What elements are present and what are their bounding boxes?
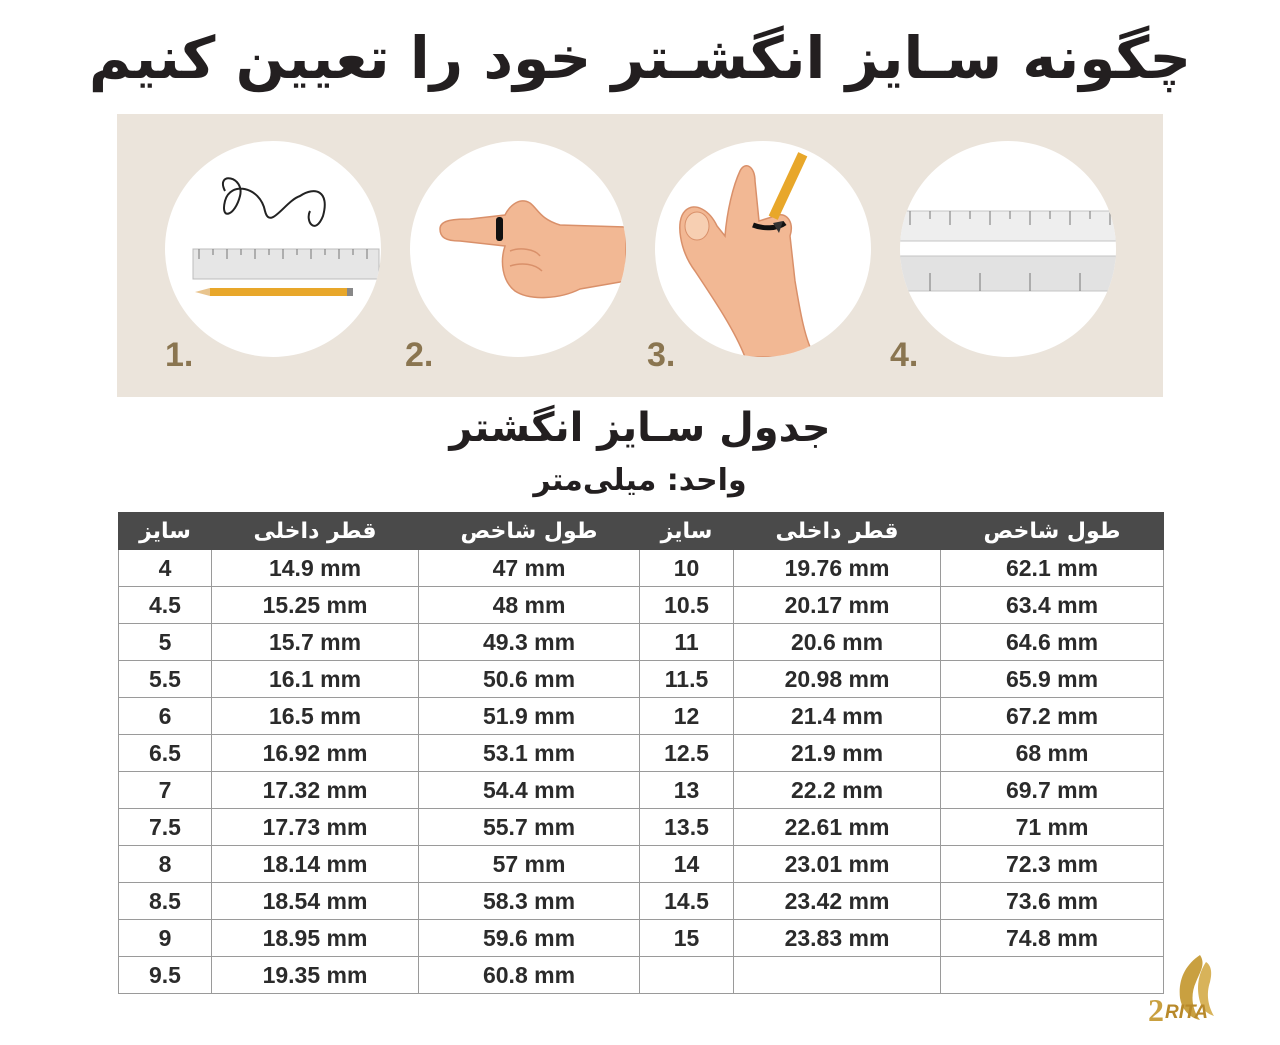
step-2-number: 2.: [405, 336, 434, 374]
cell-size-1: 5: [119, 624, 212, 661]
logo-brand-text: RITA: [1165, 1002, 1208, 1023]
cell-inner-diameter-2: 21.9 mm: [734, 735, 941, 772]
cell-size-2: 10: [640, 550, 734, 587]
table-row: [119, 550, 1164, 587]
cell-inner-diameter-1: 16.92 mm: [212, 735, 419, 772]
cell-size-2: 10.5: [640, 587, 734, 624]
cell-inner-diameter-1: 15.25 mm: [212, 587, 419, 624]
step-4-circle: [900, 141, 1116, 357]
finger-with-thread-icon: [410, 141, 626, 357]
header-size-1: سایز: [119, 513, 212, 550]
unit-label: واحد: میلی‌متر: [533, 463, 747, 498]
cell-inner-diameter-1: 17.73 mm: [212, 809, 419, 846]
table-row: [119, 957, 1164, 994]
cell-inner-diameter-2: 22.2 mm: [734, 772, 941, 809]
step-1-circle: [165, 141, 381, 357]
header-inner-diameter-2: قطر داخلی: [734, 513, 941, 550]
cell-inner-diameter-1: 16.5 mm: [212, 698, 419, 735]
ring-size-table: [118, 512, 1164, 994]
cell-size-1: 7: [119, 772, 212, 809]
cell-size-2: 14.5: [640, 883, 734, 920]
table-row: [119, 587, 1164, 624]
cell-size-2: 11: [640, 624, 734, 661]
cell-inner-diameter-2: 23.42 mm: [734, 883, 941, 920]
cell-inner-diameter-1: 15.7 mm: [212, 624, 419, 661]
cell-size-1: 9: [119, 920, 212, 957]
steps-panel: [117, 114, 1163, 397]
step-3-circle: [655, 141, 871, 357]
table-row: [119, 809, 1164, 846]
cell-circumference-1: 49.3 mm: [419, 624, 640, 661]
chart-subtitle: جدول سـایز انگشتر: [449, 405, 831, 451]
step-2-circle: [410, 141, 626, 357]
table-row: [119, 735, 1164, 772]
cell-circumference-2: 62.1 mm: [941, 550, 1164, 587]
cell-circumference-1: 51.9 mm: [419, 698, 640, 735]
cell-circumference-2: 69.7 mm: [941, 772, 1164, 809]
cell-circumference-2: 65.9 mm: [941, 661, 1164, 698]
measure-on-ruler-icon: [900, 141, 1116, 357]
cell-inner-diameter-1: 14.9 mm: [212, 550, 419, 587]
cell-inner-diameter-1: 18.54 mm: [212, 883, 419, 920]
cell-size-2: 12: [640, 698, 734, 735]
cell-inner-diameter-2: 20.17 mm: [734, 587, 941, 624]
cell-inner-diameter-1: 16.1 mm: [212, 661, 419, 698]
cell-size-1: 7.5: [119, 809, 212, 846]
cell-inner-diameter-2: 22.61 mm: [734, 809, 941, 846]
cell-inner-diameter-2: 19.76 mm: [734, 550, 941, 587]
cell-circumference-1: 53.1 mm: [419, 735, 640, 772]
table-row: [119, 883, 1164, 920]
cell-inner-diameter-2: 23.83 mm: [734, 920, 941, 957]
header-circumference-2: طول شاخص: [941, 513, 1164, 550]
cell-inner-diameter-1: 18.95 mm: [212, 920, 419, 957]
mark-thread-with-pencil-icon: [655, 141, 871, 357]
cell-inner-diameter-2: 20.98 mm: [734, 661, 941, 698]
logo-numeral: 2: [1148, 992, 1164, 1028]
cell-size-1: 8.5: [119, 883, 212, 920]
cell-circumference-2: 74.8 mm: [941, 920, 1164, 957]
cell-circumference-2: 68 mm: [941, 735, 1164, 772]
cell-size-2: [640, 957, 734, 994]
cell-inner-diameter-2: [734, 957, 941, 994]
cell-circumference-1: 50.6 mm: [419, 661, 640, 698]
cell-size-1: 5.5: [119, 661, 212, 698]
table-row: [119, 624, 1164, 661]
step-1-number: 1.: [165, 336, 194, 374]
step-3-number: 3.: [647, 336, 676, 374]
cell-circumference-2: 73.6 mm: [941, 883, 1164, 920]
header-circumference-1: طول شاخص: [419, 513, 640, 550]
cell-inner-diameter-2: 23.01 mm: [734, 846, 941, 883]
table-row: [119, 846, 1164, 883]
page-title: چگونه سـایز انگشـتر خود را تعیین کنیم: [88, 24, 1192, 92]
table-row: [119, 920, 1164, 957]
cell-inner-diameter-2: 20.6 mm: [734, 624, 941, 661]
cell-size-2: 15: [640, 920, 734, 957]
cell-size-1: 6: [119, 698, 212, 735]
cell-inner-diameter-2: 21.4 mm: [734, 698, 941, 735]
cell-circumference-1: 57 mm: [419, 846, 640, 883]
cell-inner-diameter-1: 17.32 mm: [212, 772, 419, 809]
cell-size-1: 8: [119, 846, 212, 883]
cell-circumference-1: 59.6 mm: [419, 920, 640, 957]
cell-size-2: 11.5: [640, 661, 734, 698]
cell-size-1: 9.5: [119, 957, 212, 994]
cell-circumference-2: 63.4 mm: [941, 587, 1164, 624]
cell-circumference-2: 64.6 mm: [941, 624, 1164, 661]
cell-size-2: 13.5: [640, 809, 734, 846]
cell-circumference-1: 54.4 mm: [419, 772, 640, 809]
cell-circumference-1: 47 mm: [419, 550, 640, 587]
step-4-number: 4.: [890, 336, 919, 374]
header-inner-diameter-1: قطر داخلی: [212, 513, 419, 550]
cell-circumference-2: 72.3 mm: [941, 846, 1164, 883]
table-row: [119, 772, 1164, 809]
cell-size-1: 6.5: [119, 735, 212, 772]
cell-circumference-1: 55.7 mm: [419, 809, 640, 846]
header-size-2: سایز: [640, 513, 734, 550]
table-row: [119, 661, 1164, 698]
cell-size-1: 4: [119, 550, 212, 587]
cell-size-1: 4.5: [119, 587, 212, 624]
cell-circumference-1: 60.8 mm: [419, 957, 640, 994]
cell-size-2: 14: [640, 846, 734, 883]
cell-size-2: 12.5: [640, 735, 734, 772]
cell-inner-diameter-1: 19.35 mm: [212, 957, 419, 994]
cell-circumference-2: 71 mm: [941, 809, 1164, 846]
table-header-row: [119, 513, 1164, 550]
string-ruler-pencil-icon: [165, 141, 381, 357]
cell-circumference-1: 58.3 mm: [419, 883, 640, 920]
table-row: [119, 698, 1164, 735]
cell-size-2: 13: [640, 772, 734, 809]
cell-circumference-1: 48 mm: [419, 587, 640, 624]
cell-circumference-2: [941, 957, 1164, 994]
cell-inner-diameter-1: 18.14 mm: [212, 846, 419, 883]
cell-circumference-2: 67.2 mm: [941, 698, 1164, 735]
